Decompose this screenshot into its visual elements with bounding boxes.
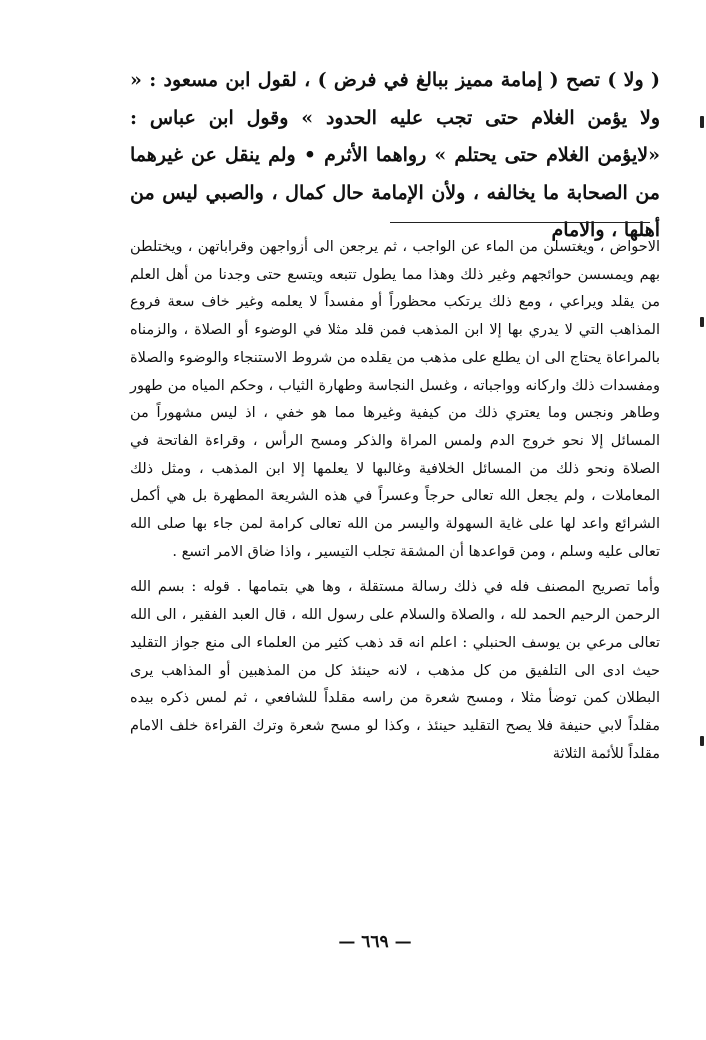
footnote-separator (390, 222, 650, 223)
margin-mark (700, 317, 704, 327)
footnote-paragraph-2: وأما تصريح المصنف فله في ذلك رسالة مستقلة ، وها هي بتمامها . قوله : بسم الله الرحمن الرحيم الحمد لله ، والصلاة والسلام على رسول الله ، قال العبد الفقير ، الى الله تعالى مرعي بن يوسف الحنبلي : اعلم انه قد ذهب كثير من العلماء الى منع جواز التقليد حيث ادى الى التلفيق من كل مذهب ، لانه حينئذ كل من المذهبين أو المذاهب يرى البطلان كمن توضأ مثلا ، ومسح شعرة من راسه مقلداً للشافعي ، ثم لمس ذكره بيده مقلداً لابي حنيفة فلا يصح التقليد حينئذ ، وكذا لو مسح شعرة وترك القراءة خلف الامام مقلداً للأئمة الثلاثة (130, 579, 660, 762)
footnotes-block (130, 234, 660, 768)
footnote-paragraph-1: الاحواض ، ويغتسلن من الماء عن الواجب ، ثم يرجعن الى أزواجهن وقراباتهن ، ويختلطن بهم ويمسسن حوائجهم وغير ذلك وهذا مما يطول تتبعه ويتسع حتى وجدنا من أهل العلم من يقلد ويراعي ، ومع ذلك يرتكب محظوراً أو مفسداً لا يعلمه وغير خاف سعة فروع المذاهب التي لا يدري بها إلا ابن المذهب فمن قلد مثلا في الوضوء أو الصلاة ، والزمناه بالمراعاة يحتاج الى ان يطلع على مذهب من يقلده من شروط الاستنجاء والوضوء والصلاة ومفسدات ذلك واركانه وواجباته ، وغسل النجاسة وطهارة الثياب ، وحكم المياه من طهور وطاهر ونجس وما يعتري ذلك من كيفية وغيرها مما هو خفي ، اذ ليس مشهوراً من المسائل إلا نحو خروج الدم ولمس المراة والذكر ومسح الرأس ، وقراءة الفاتحة في الصلاة ونحو ذلك من المسائل الخلافية وغالبها لا يعلمها إلا ابن المذهب ، ومثل ذلك المعاملات ، ولم يجعل الله تعالى حرجاً وعسراً في هذه الشريعة المطهرة بل هي أكمل الشرائع واعد لها على غاية السهولة واليسر من الله تعالى كرامة لمن جاء بها صلى الله تعالى عليه وسلم ، ومن قواعدها أن المشقة تجلب التيسير ، واذا ضاق الامر اتسع . (130, 239, 660, 560)
main-paragraph: ( ولا ) تصح ( إمامة مميز ببالغ في فرض ) ، لقول ابن مسعود : « ولا يؤمن الغلام حتى تجب عليه الحدود » وقول ابن عباس : «لايؤمن الغلام حتى يحتلم » رواهما الأثرم • ولم ينقل عن غيرهما من الصحابة ما يخالفه ، ولأن الإمامة حال كمال ، والصبي ليس من أهلها ، والامام (130, 69, 660, 241)
margin-mark (700, 736, 704, 746)
margin-mark (700, 116, 704, 128)
page-number: — ٦٦٩ — (338, 932, 412, 952)
